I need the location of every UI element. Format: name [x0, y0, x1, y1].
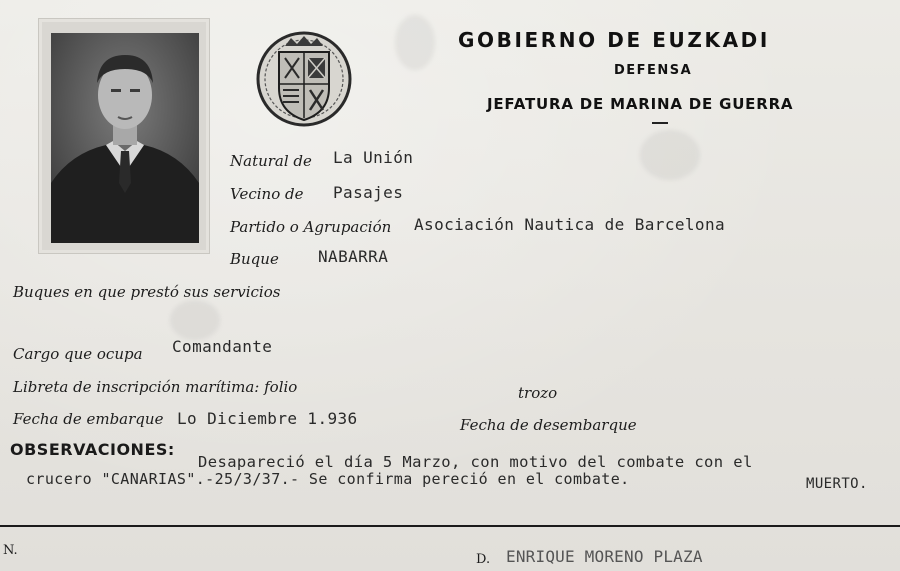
observaciones-line2: crucero "CANARIAS".-25/3/37.- Se confirma pereció en el combate.: [26, 470, 630, 488]
portrait-photo-frame: [38, 18, 210, 254]
vecino-label: Vecino de: [230, 185, 304, 203]
observaciones-line1: Desapareció el día 5 Marzo, con motivo del combate con el: [198, 453, 753, 471]
header-divider: [652, 122, 668, 124]
buque-value: NABARRA: [318, 247, 389, 266]
coat-of-arms-seal-icon: [255, 28, 353, 130]
natural-label: Natural de: [230, 152, 312, 170]
paper-smudge: [640, 130, 700, 180]
libreta-label: Libreta de inscripción marítima: folio: [13, 378, 298, 396]
portrait-icon: [51, 33, 199, 243]
desembarque-label: Fecha de desembarque: [460, 416, 637, 434]
buque-label: Buque: [230, 250, 279, 268]
natural-value: La Unión: [333, 148, 414, 167]
office-title: JEFATURA DE MARINA DE GUERRA: [487, 95, 794, 113]
paper-smudge: [395, 15, 435, 70]
government-title: GOBIERNO DE EUZKADI: [458, 28, 770, 52]
footer-rule: [0, 525, 900, 527]
embarque-label: Fecha de embarque: [13, 410, 164, 428]
d-label: D.: [476, 552, 491, 567]
trozo-label: trozo: [518, 384, 558, 402]
vecino-value: Pasajes: [333, 183, 404, 202]
muerto-stamp: MUERTO.: [806, 476, 868, 492]
department-title: DEFENSA: [614, 63, 693, 78]
buques-servicios-label: Buques en que prestó sus servicios: [13, 283, 281, 301]
cargo-value: Comandante: [172, 337, 273, 356]
holder-name: ENRIQUE MORENO PLAZA: [506, 547, 703, 566]
partido-label: Partido o Agrupación: [230, 218, 392, 236]
embarque-value: Lo Diciembre 1.936: [177, 409, 358, 428]
cargo-label: Cargo que ocupa: [13, 345, 143, 363]
paper-smudge: [170, 300, 220, 340]
n-label: N.: [3, 543, 18, 558]
portrait-photo: [51, 33, 199, 243]
observaciones-label: OBSERVACIONES:: [10, 440, 175, 459]
partido-value: Asociación Nautica de Barcelona: [414, 215, 726, 234]
